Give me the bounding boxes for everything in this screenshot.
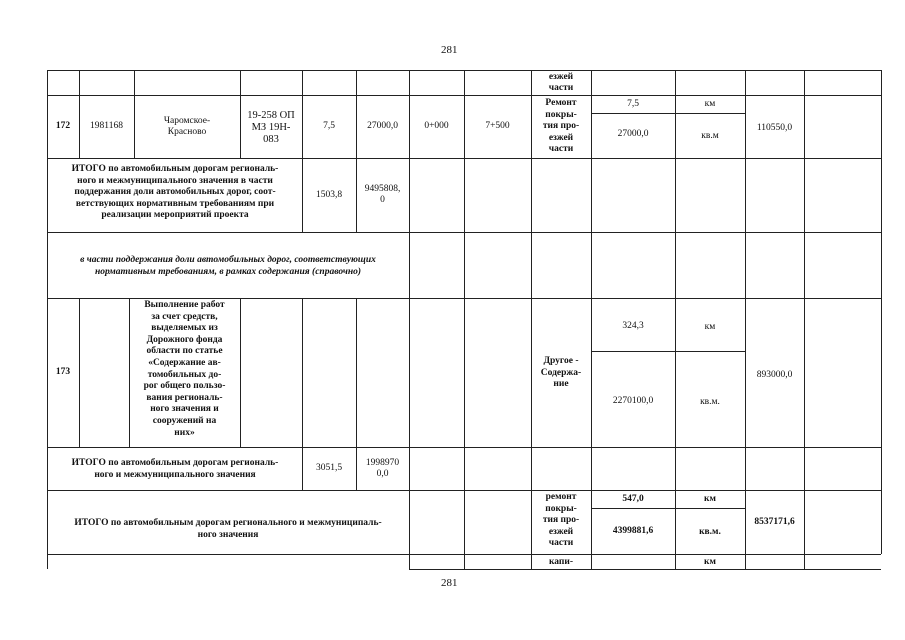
total-length: 1503,8 [315,190,343,200]
quantity-sqm: 2270100,0 [612,396,654,406]
unit-sqm: кв.м [701,131,719,141]
total-length: 3051,5 [315,463,343,473]
start-km: 0+000 [424,121,449,131]
unit-sqm: кв.м. [699,527,721,537]
quantity-sqm: 4399881,6 [612,526,654,536]
work-type: ремонт покры- тия про- езжей части [542,492,580,549]
total-cost: 9495808, 0 [364,184,401,205]
unit-km: км [704,494,716,504]
total-label: ИТОГО по автомобильным дорогам региональ- ного и межмуниципального значения [71,458,279,480]
work-type: Другое - Содержа- ние [540,356,582,390]
road-code: 1981168 [90,121,123,131]
road-name: Чаромское- Красново [163,116,211,137]
quantity-sqm: 27000,0 [617,129,649,139]
road-id: 19-258 ОП МЗ 19Н- 083 [247,110,295,145]
row-number: 172 [55,121,71,131]
road-area: 27000,0 [367,121,398,131]
row-number: 173 [55,367,71,377]
work-type-next: капи- [548,557,574,567]
quantity-km: 547,0 [622,494,644,504]
unit-sqm: кв.м. [700,397,720,407]
section-heading: в части поддержания доли автомобильных дорог, соответствующих нормативным требованиям, в рамках содержания (справочно) [80,255,376,277]
unit-km: км [704,99,716,109]
work-type-continued: езжей части [548,72,574,93]
cost: 110550,0 [756,123,793,133]
unit-km-next: км [704,557,716,567]
quantity-km: 7,5 [627,99,639,109]
work-type: Ремонт покры- тия про- езжей части [542,98,580,155]
page-number-top: 281 [441,44,458,56]
quantity-km: 324,3 [622,321,644,331]
road-length: 7,5 [323,121,335,131]
page-number-bottom: 281 [441,577,458,589]
total-label: ИТОГО по автомобильным дорогам региональ- ного и межмуниципального значения в части поддержания доли автомобильных дорог, соот- ветствующих нормативным требованиям при реализации мероприятий проекта [71,164,279,221]
total-label: ИТОГО по автомобильным дорогам регионального и межмуниципаль- ного значения [74,518,382,540]
unit-km: км [704,322,716,332]
end-km: 7+500 [485,121,510,131]
total-cost: 1998970 0,0 [365,458,400,479]
work-description: Выполнение работ за счет средств, выделяемых из Дорожного фонда области по статье «Содержание ав- томобильных до- рог общего пользо- вания региональ- ного значения и сооружений на них» [143,300,226,438]
cost: 893000,0 [756,370,793,380]
total-cost: 8537171,6 [754,517,795,527]
